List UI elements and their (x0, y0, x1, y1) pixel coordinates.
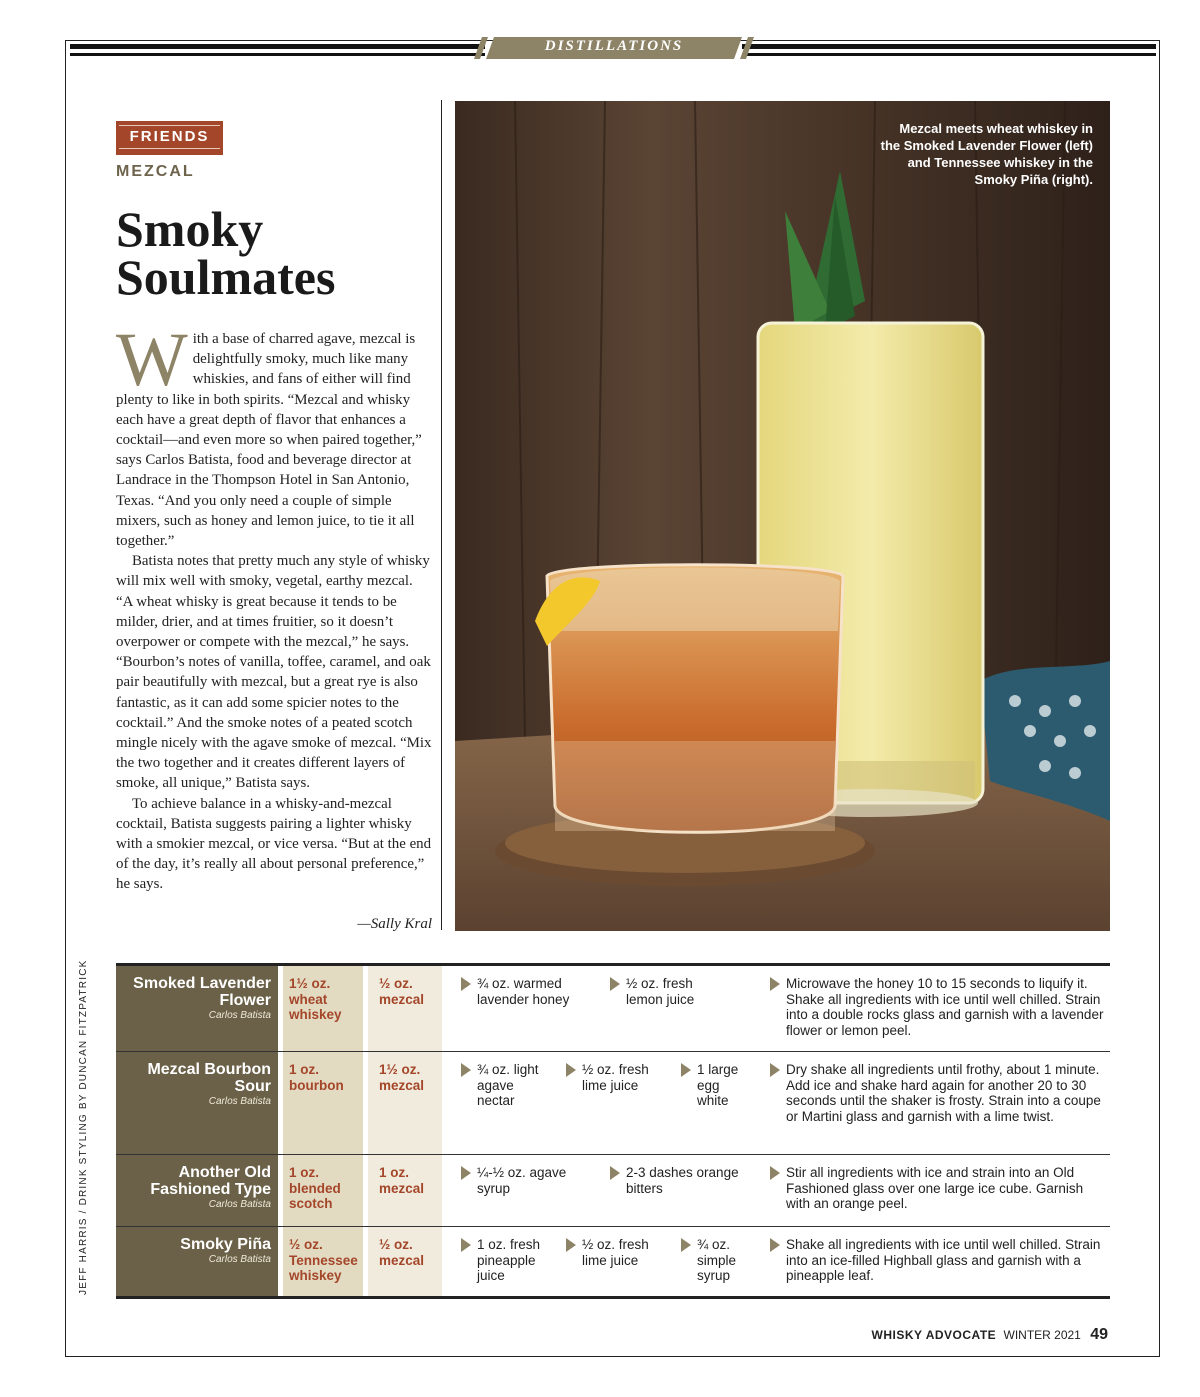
recipe-name-cell (116, 1227, 278, 1296)
drop-cap: W (116, 318, 188, 402)
recipe-author: Carlos Batista (208, 1199, 271, 1210)
kicker-label: FRIENDS (119, 125, 220, 149)
page-footer (872, 1326, 1108, 1344)
recipe-name: Another Old Fashioned Type (150, 1164, 271, 1198)
directions: Shake all ingredients with ice until well chilled. Strain into an ice-filled Highball glass and garnish with a pineapple leaf. (770, 1237, 1110, 1284)
recipe-name: Smoked Lavender Flower (133, 975, 271, 1009)
ingredient: ¾ oz. warmed lavender honey (461, 976, 596, 1007)
arrow-icon (566, 1238, 576, 1252)
ingredient: ½ oz. fresh lime juice (566, 1237, 671, 1268)
ingredient: ¾ oz. light agave nectar (461, 1062, 541, 1109)
article-paragraph (116, 318, 432, 551)
recipe-row (116, 1155, 1110, 1227)
arrow-icon (461, 1063, 471, 1077)
whiskey-amount: 1 oz. blended scotch (289, 1165, 341, 1211)
arrow-icon (681, 1238, 691, 1252)
whiskey-amount: 1 oz. bourbon (289, 1062, 344, 1093)
mezcal-amount: ½ oz. mezcal (379, 976, 425, 1007)
ingredient: 1 oz. fresh pineapple juice (461, 1237, 556, 1284)
recipe-row (116, 1227, 1110, 1299)
recipe-row (116, 1052, 1110, 1155)
magazine-name: WHISKY ADVOCATE (871, 1328, 997, 1342)
recipe-name-cell (116, 1052, 278, 1154)
photo-credit: JEFF HARRIS / DRINK STYLING BY DUNCAN FITZPATRICK (78, 959, 89, 1295)
subkicker: MEZCAL (116, 163, 195, 180)
ingredient: 2-3 dashes orange bitters (610, 1165, 740, 1196)
paragraph-text: ith a base of charred agave, mezcal is delightfully smoky, much like many whiskies, and fans of either will find plenty to like in both spirits. “Mezcal and whisky each have a great depth of flavor that enhances a cocktail—and even more so when paired together,” says Carlos Batista, food and beverage director at Landrace in the Thompson Hotel in San Antonio, Texas. “And you only need a couple of simple mixers, such as honey and lemon juice, to tie it all together.” (116, 331, 422, 550)
directions: Stir all ingredients with ice and strain into an Old Fashioned glass over one large ice cube. Garnish with an orange peel. (770, 1165, 1110, 1212)
headline: Smoky Soulmates (116, 201, 336, 305)
article-paragraph: Batista notes that pretty much any style of whisky will mix well with smoky, vegetal, earthy mezcal. “A wheat whisky is great because it tends to be milder, drier, and at times fruitier, so it doesn’t overpower or compete with the mezcal,” he says. “Bourbon’s notes of vanilla, toffee, caramel, and oak pair beautifully with mezcal, but a great rye is also fantastic, as it can add some spicier notes to the cocktail.” And the smoke notes of a peated scotch mingle nicely with the agave smoke of mezcal. “Mix the two together and it creates different layers of smoke, all unique,” Batista says. (116, 553, 432, 792)
mezcal-amount: 1½ oz. mezcal (379, 1062, 425, 1093)
top-rule-right (742, 44, 1156, 56)
kicker-badge (116, 121, 223, 155)
cocktail-photo (455, 101, 1110, 931)
arrow-icon (610, 1166, 620, 1180)
arrow-icon (681, 1063, 691, 1077)
arrow-icon (770, 1238, 780, 1252)
top-rule-left (70, 44, 485, 56)
recipe-author: Carlos Batista (208, 1096, 271, 1107)
arrow-icon (770, 1063, 780, 1077)
arrow-icon (461, 977, 471, 991)
cocktail-illustration (455, 101, 1110, 931)
arrow-icon (566, 1063, 576, 1077)
recipe-name: Smoky Piña (180, 1236, 271, 1253)
recipe-name-cell (116, 966, 278, 1051)
article-paragraph: To achieve balance in a whisky-and-mezcal cocktail, Batista suggests pairing a lighter whisky with a smokier mezcal, or vice versa. “But at the end of the day, it’s really all about personal preference,” he says. (116, 795, 432, 893)
arrow-icon (770, 1166, 780, 1180)
recipe-row (116, 966, 1110, 1052)
arrow-icon (770, 977, 780, 991)
column-divider (441, 100, 442, 930)
ingredient: ½ oz. fresh lime juice (566, 1062, 666, 1093)
arrow-icon (461, 1238, 471, 1252)
mezcal-amount: 1 oz. mezcal (379, 1165, 425, 1196)
ingredient: ¼-½ oz. agave syrup (461, 1165, 591, 1196)
recipe-author: Carlos Batista (208, 1254, 271, 1265)
recipe-name-cell (116, 1155, 278, 1226)
directions: Dry shake all ingredients until frothy, about 1 minute. Add ice and shake hard again for another 20 to 30 seconds until the shaker is frosty. Strain into a coupe or Martini glass and garnish with a lime twist. (770, 1062, 1110, 1124)
ingredient: ¾ oz. simple syrup (681, 1237, 756, 1284)
page-number: 49 (1090, 1326, 1108, 1343)
whiskey-amount: ½ oz. Tennessee whiskey (289, 1237, 358, 1283)
whiskey-amount: 1½ oz. wheat whiskey (289, 976, 342, 1022)
byline: —Sally Kral (357, 916, 432, 932)
ingredient: ½ oz. fresh lemon juice (610, 976, 725, 1007)
recipe-name: Mezcal Bourbon Sour (147, 1061, 271, 1095)
mezcal-amount: ½ oz. mezcal (379, 1237, 425, 1268)
recipe-table (116, 963, 1110, 1299)
arrow-icon (461, 1166, 471, 1180)
directions: Microwave the honey 10 to 15 seconds to liquify it. Shake all ingredients with ice until well chilled. Strain into a double rocks glass and garnish with a lavender flower or lemon peel. (770, 976, 1110, 1038)
article-body (116, 318, 432, 895)
recipe-author: Carlos Batista (208, 1010, 271, 1021)
ingredient: 1 large egg white (681, 1062, 751, 1109)
photo-caption: Mezcal meets wheat whiskey in the Smoked Lavender Flower (left) and Tennessee whiskey in the Smoky Piña (right). (880, 121, 1093, 187)
issue-season: WINTER 2021 (1003, 1328, 1081, 1342)
section-title: DISTILLATIONS (544, 38, 684, 54)
arrow-icon (610, 977, 620, 991)
